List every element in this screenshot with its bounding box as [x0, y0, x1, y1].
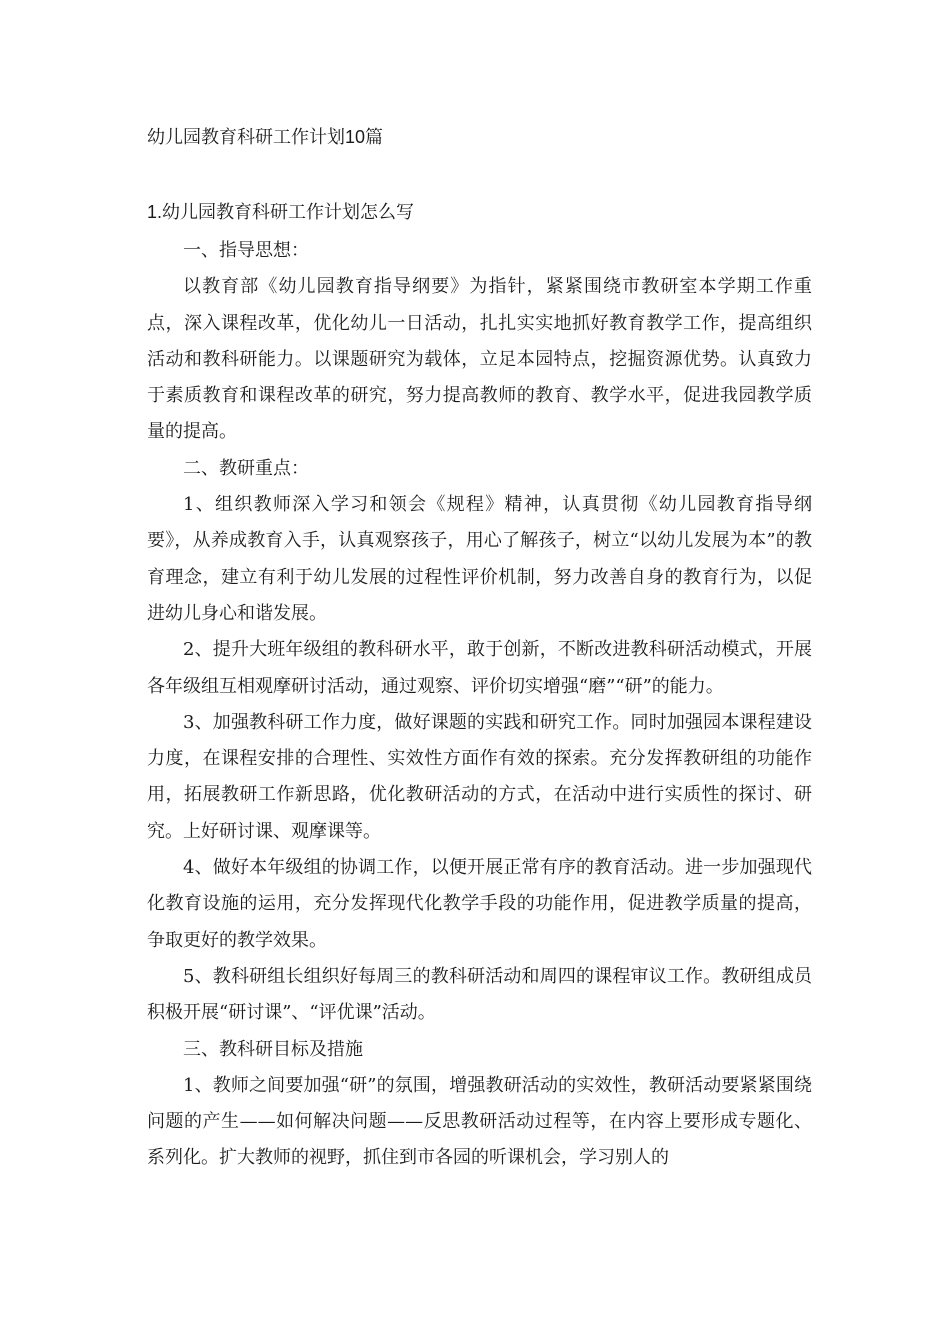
paragraph-guiding-thought: 以教育部《幼儿园教育指导纲要》为指针，紧紧围绕市教研室本学期工作重点，深入课程改革，优化幼儿一日活动，扎扎实实地抓好教育教学工作，提高组织活动和教科研能力。以课题研究为载体，立足本园特点，挖掘资源优势。认真致力于素质教育和课程改革的研究，努力提高教师的教育、教学水平，促进我园教学质量的提高。: [147, 276, 812, 443]
heading-research-focus: 二、教研重点：: [183, 457, 309, 479]
paragraph-focus-1: 1、组织教师深入学习和领会《规程》精神，认真贯彻《幼儿园教育指导纲要》，从养成教育入手，认真观察孩子，用心了解孩子，树立“以幼儿发展为本”的教育理念，建立有利于幼儿发展的过程性评价机制，努力改善自身的教育行为，以促进幼儿身心和谐发展。: [147, 494, 812, 624]
paragraph-focus-2: 2、提升大班年级组的教科研水平，敢于创新，不断改进教科研活动模式，开展各年级组互相观摩研讨活动，通过观察、评价切实增强“磨”“研”的能力。: [147, 639, 812, 697]
paragraph-goals-1: 1、教师之间要加强“研”的氛围，增强教研活动的实效性，教研活动要紧紧围绕问题的产生——如何解决问题——反思教研活动过程等，在内容上要形成专题化、系列化。扩大教师的视野，抓住到市各园的听课机会，学习别人的: [147, 1074, 812, 1169]
document-body: [147, 233, 812, 1177]
heading-goals-measures: 三、教科研目标及措施: [183, 1038, 363, 1060]
paragraph-focus-3: 3、加强教科研工作力度，做好课题的实践和研究工作。同时加强园本课程建设力度，在课程安排的合理性、实效性方面作有效的探索。充分发挥教研组的功能作用，拓展教研工作新思路，优化教研活动的方式，在活动中进行实质性的探讨、研究。上好研讨课、观摩课等。: [147, 711, 812, 842]
paragraph-focus-5: 5、教科研组长组织好每周三的教科研活动和周四的课程审议工作。教研组成员积极开展“研讨课”、“评优课”活动。: [147, 965, 812, 1024]
section-title: 1.幼儿园教育科研工作计划怎么写: [147, 202, 415, 222]
document-title: 幼儿园教育科研工作计划10篇: [147, 127, 384, 147]
heading-guiding-thought: 一、指导思想：: [183, 240, 309, 261]
paragraph-focus-4: 4、做好本年级组的协调工作，以便开展正常有序的教育活动。进一步加强现代化教育设施的运用，充分发挥现代化教学手段的功能作用，促进教学质量的提高，争取更好的教学效果。: [147, 857, 812, 951]
